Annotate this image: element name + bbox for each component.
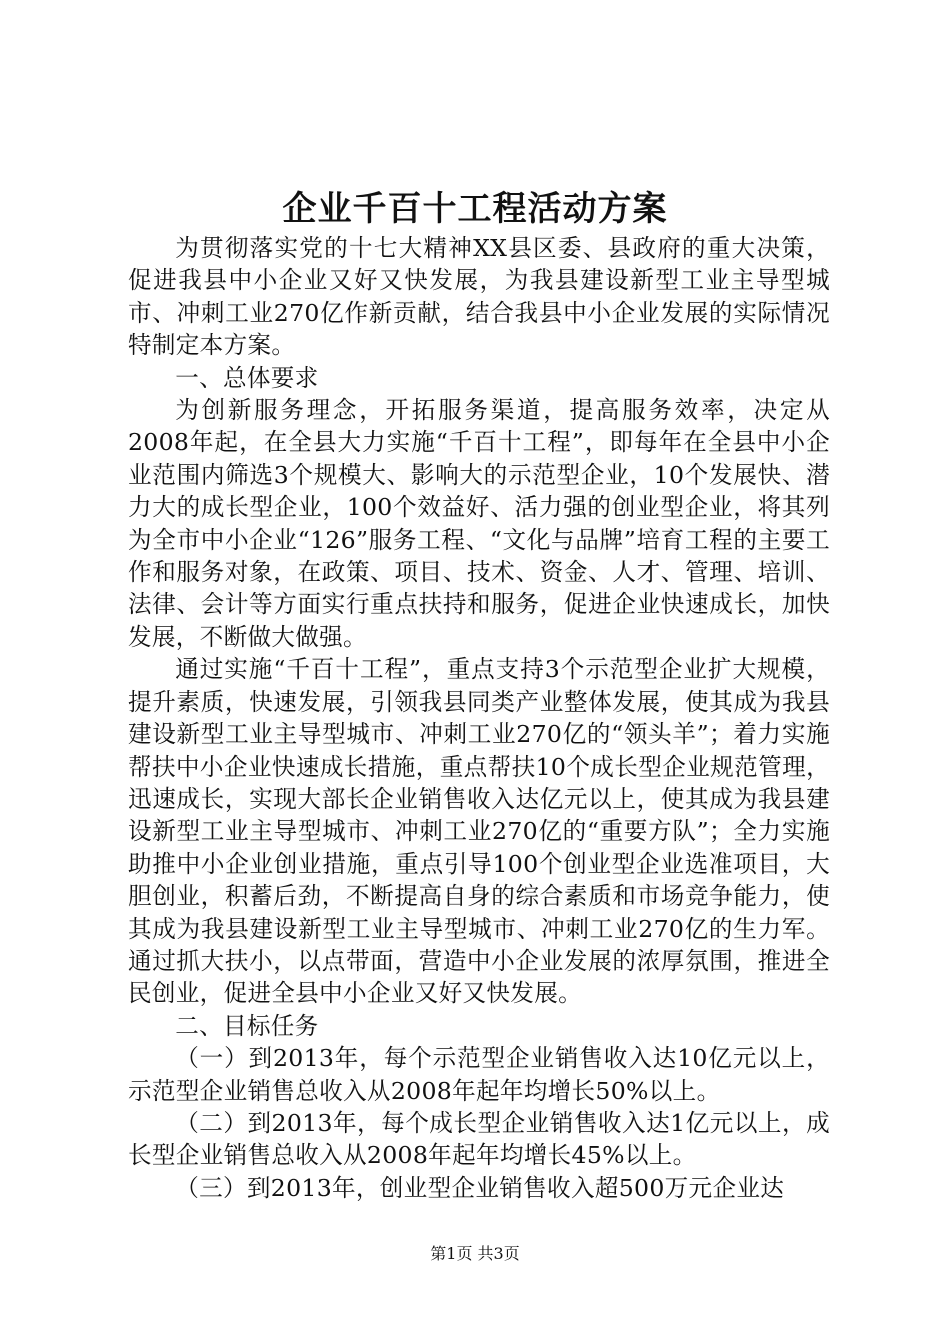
objective-item-2: （二）到2013年，每个成长型企业销售收入达1亿元以上，成长型企业销售总收入从2008年起年均增长45%以上。 <box>128 1108 830 1170</box>
general-requirements-paragraph: 为创新服务理念，开拓服务渠道，提高服务效率，决定从2008年起，在全县大力实施“千百十工程”，即每年在全县中小企业范围内筛选3个规模大、影响大的示范型企业，10个发展快、潜力大的成长型企业，100个效益好、活力强的创业型企业，将其列为全市中小企业“126”服务工程、“文化与品牌”培育工程的主要工作和服务对象，在政策、项目、技术、资金、人才、管理、培训、法律、会计等方面实行重点扶持和服务，促进企业快速成长，加快发展，不断做大做强。 <box>128 396 830 651</box>
intro-paragraph: 为贯彻落实党的十七大精神XX县区委、县政府的重大决策，促进我县中小企业又好又快发展，为我县建设新型工业主导型城市、冲刺工业270亿作新贡献，结合我县中小企业发展的实际情况特制定本方案。 <box>128 234 830 360</box>
section-heading-objectives: 二、目标任务 <box>175 1011 319 1040</box>
document-title: 企业千百十工程活动方案 <box>282 189 668 229</box>
document-body <box>128 232 830 1204</box>
objective-item-1: （一）到2013年，每个示范型企业销售收入达10亿元以上，示范型企业销售总收入从2008年起年均增长50%以上。 <box>128 1044 830 1105</box>
objective-item-3: （三）到2013年，创业型企业销售收入超500万元企业达 <box>175 1173 785 1202</box>
implementation-paragraph: 通过实施“千百十工程”，重点支持3个示范型企业扩大规模，提升素质，快速发展，引领我县同类产业整体发展，使其成为我县建设新型工业主导型城市、冲刺工业270亿的“领头羊”；着力实施帮扶中小企业快速成长措施，重点帮扶10个成长型企业规范管理，迅速成长，实现大部长企业销售收入达亿元以上，使其成为我县建设新型工业主导型城市、冲刺工业270亿的“重要方队”；全力实施助推中小企业创业措施，重点引导100个创业型企业选准项目，大胆创业，积蓄后劲，不断提高自身的综合素质和市场竞争能力，使其成为我县建设新型工业主导型城市、冲刺工业270亿的生力军。通过抓大扶小，以点带面，营造中小企业发展的浓厚氛围，推进全民创业，促进全县中小企业又好又快发展。 <box>128 655 830 1008</box>
section-heading-general-requirements: 一、总体要求 <box>175 363 319 392</box>
page-footer: 第1页 共3页 <box>430 1244 520 1263</box>
